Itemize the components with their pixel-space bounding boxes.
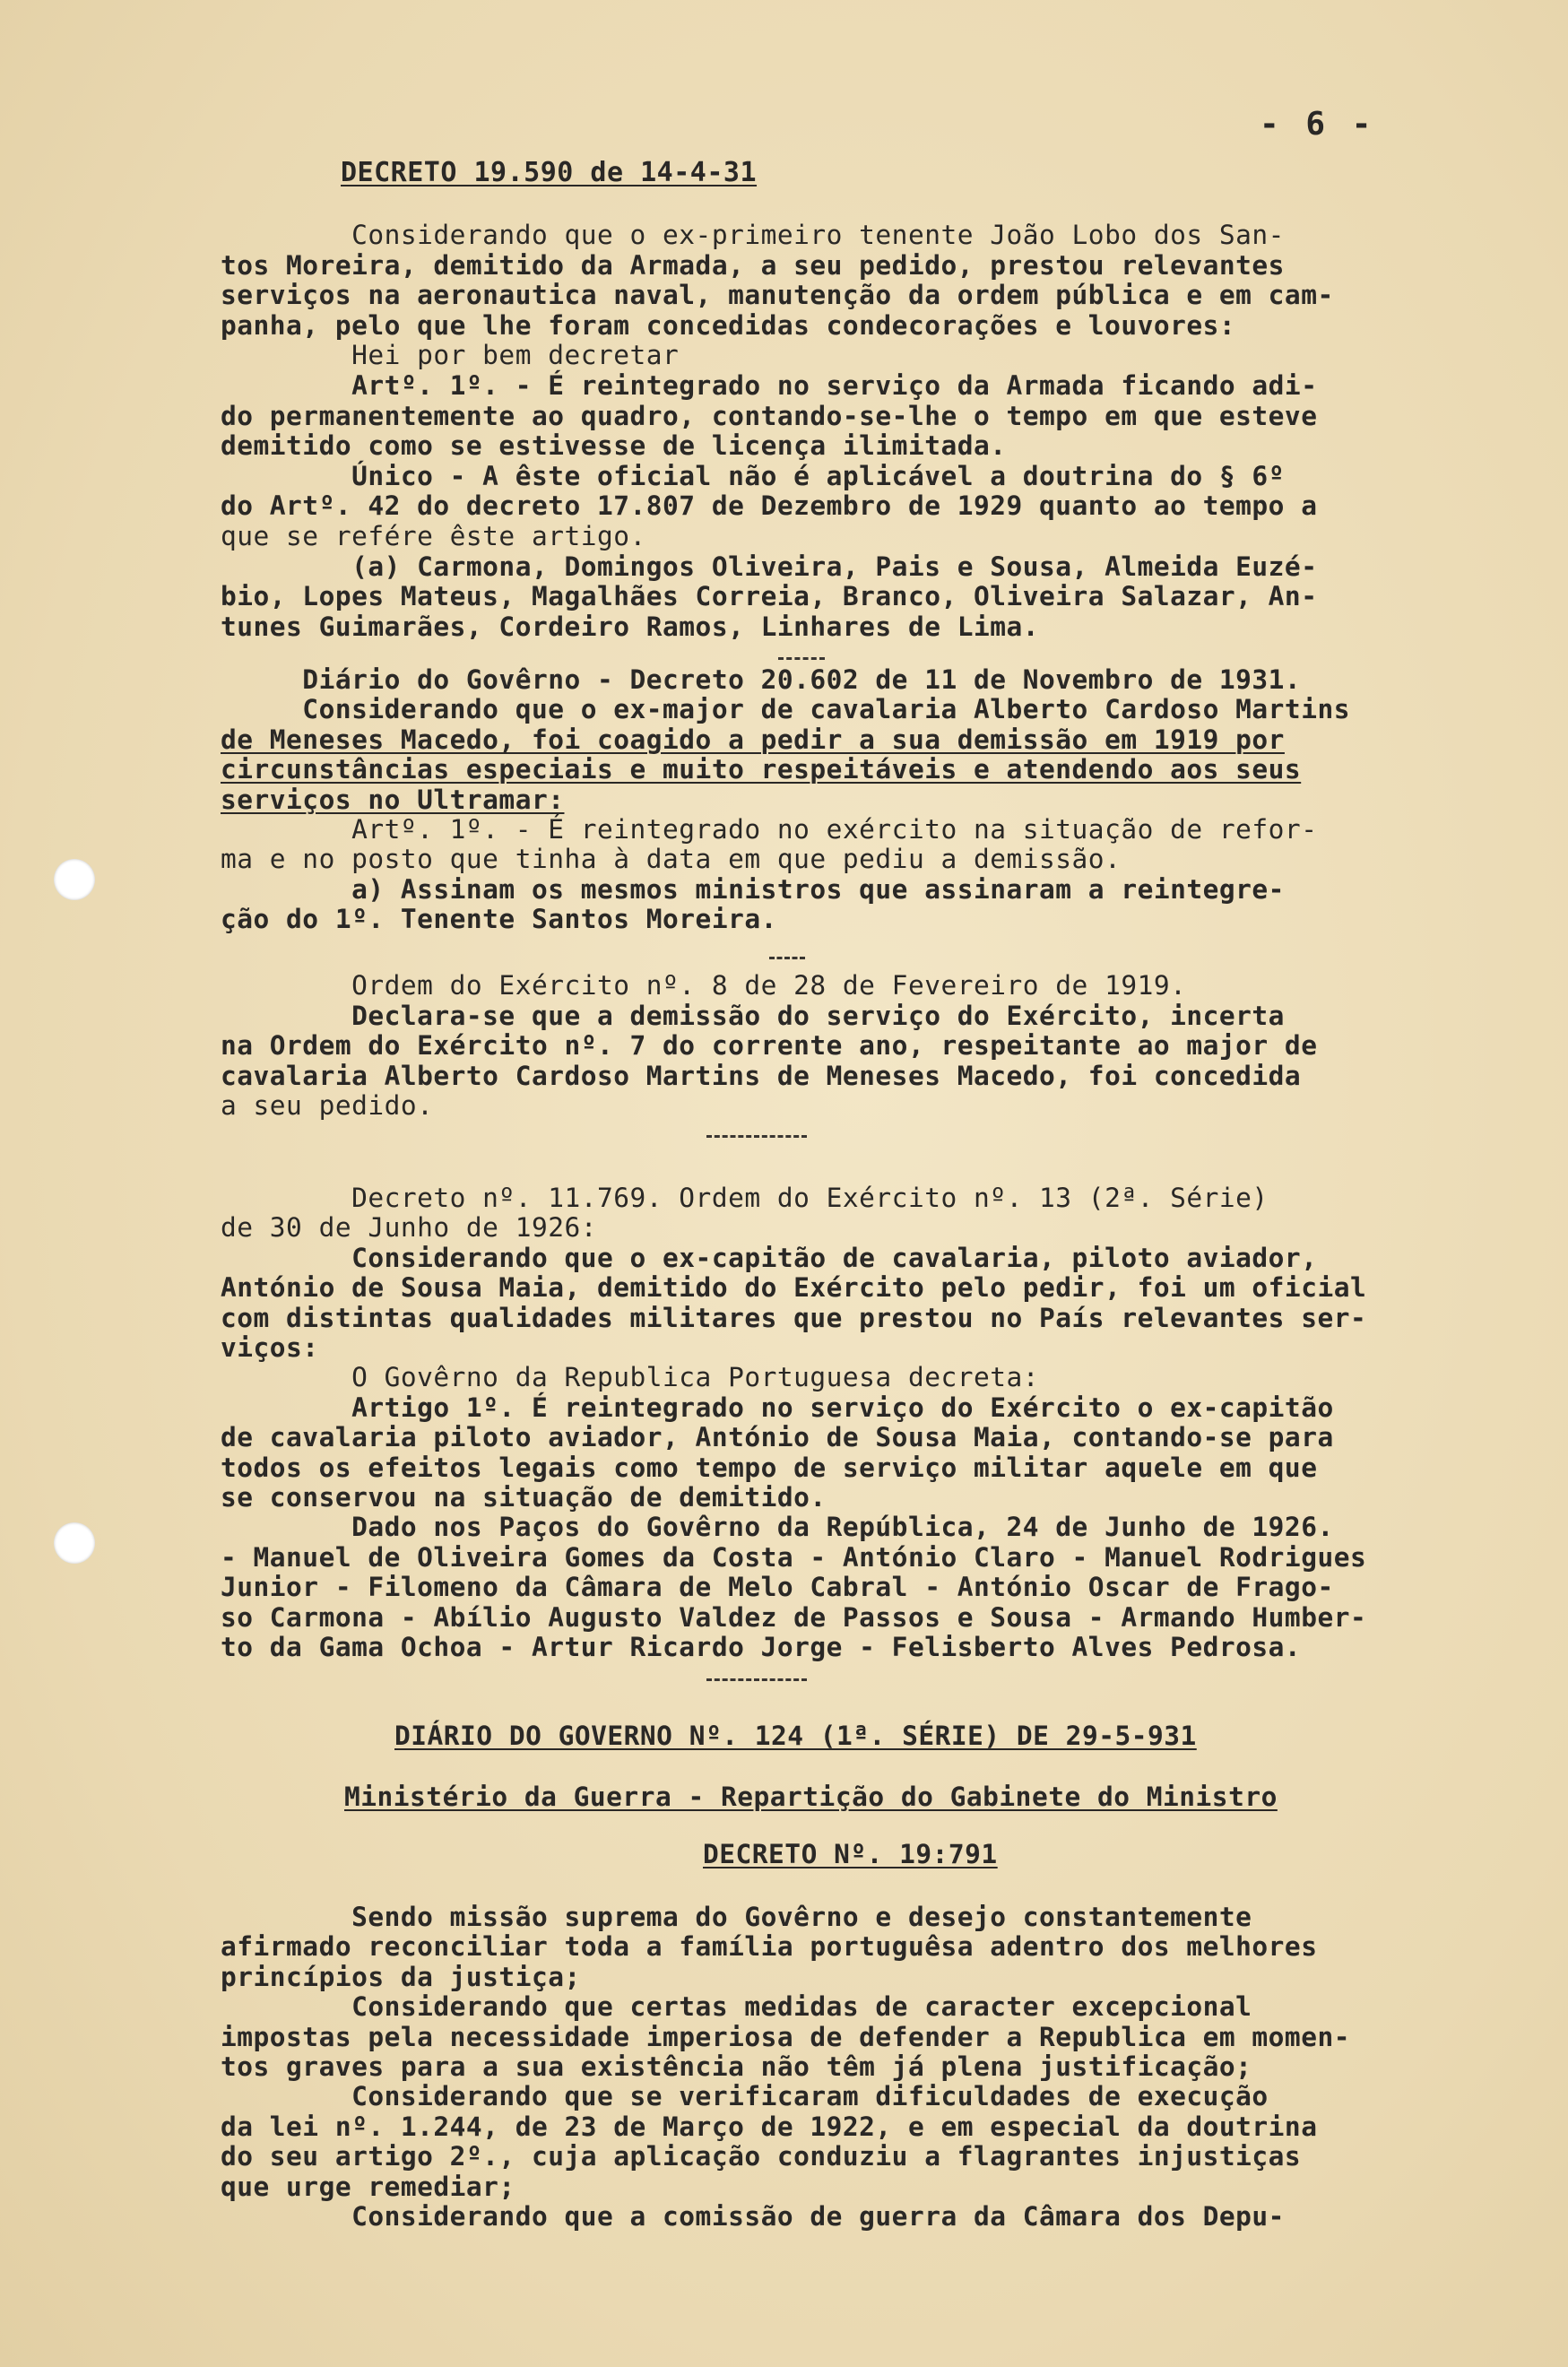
text-line: a seu pedido. <box>221 1090 434 1122</box>
text-line: a) Assinam os mesmos ministros que assinaram a reintegre- <box>221 873 1285 905</box>
gazette-heading: DIÁRIO DO GOVERNO Nº. 124 (1ª. SÉRIE) DE 29-5-931 <box>394 1721 1197 1751</box>
text-line: Decreto nº. 11.769. Ordem do Exército nº. 13 (2ª. Série) <box>221 1183 1269 1213</box>
text-line: que urge remediar; <box>221 2171 515 2202</box>
text-line: - Manuel de Oliveira Gomes da Costa - António Claro - Manuel Rodrigues <box>221 1541 1367 1573</box>
text-line: so Carmona - Abílio Augusto Valdez de Passos e Sousa - Armando Humber- <box>221 1601 1367 1633</box>
punch-hole <box>54 859 95 900</box>
punch-hole <box>54 1522 95 1564</box>
text-line: com distintas qualidades militares que prestou no País relevantes ser- <box>221 1302 1367 1333</box>
separator <box>706 1678 807 1681</box>
text-line: demitido como se estivesse de licença ilimitada. <box>221 430 1007 462</box>
text-line: (a) Carmona, Domingos Oliveira, Pais e Sousa, Almeida Euzé- <box>221 551 1318 582</box>
text-line: Hei por bem decretar <box>221 340 680 371</box>
text-line: Artº. 1º. - É reintegrado no exército na situação de refor- <box>221 814 1318 845</box>
text-line: cavalaria Alberto Cardoso Martins de Meneses Macedo, foi concedida <box>221 1060 1302 1091</box>
text-line: princípios da justiça; <box>221 1961 581 1992</box>
text-line: de 30 de Junho de 1926: <box>221 1212 597 1244</box>
text-line: to da Gama Ochoa - Artur Ricardo Jorge - Felisberto Alves Pedrosa. <box>221 1632 1302 1662</box>
decree-heading: DECRETO 19.590 de 14-4-31 <box>341 157 758 188</box>
text-line: da lei nº. 1.244, de 23 de Março de 1922, e em especial da doutrina <box>221 2111 1318 2142</box>
text-line: Considerando que certas medidas de caracter excepcional <box>221 1991 1252 2023</box>
text-line: tos graves para a sua existência não têm já plena justificação; <box>221 2051 1252 2082</box>
text-line: de cavalaria piloto aviador, António de Sousa Maia, contando-se para <box>221 1422 1334 1453</box>
text-line: impostas pela necessidade imperiosa de defender a Republica em momen- <box>221 2021 1350 2052</box>
text-line: viços: <box>221 1332 319 1363</box>
text-line: Artigo 1º. É reintegrado no serviço do Exército o ex-capitão <box>221 1392 1334 1423</box>
text-line: Diário do Govêrno - Decreto 20.602 de 11 de Novembro de 1931. <box>221 664 1302 695</box>
separator <box>778 657 825 660</box>
text-line: que se refére êste artigo. <box>221 521 646 551</box>
text-line: de Meneses Macedo, foi coagido a pedir a sua demissão em 1919 por <box>221 724 1285 755</box>
text-line: serviços na aeronautica naval, manutenção da ordem pública e em cam- <box>221 280 1334 311</box>
separator <box>769 957 805 959</box>
text-line: Ordem do Exército nº. 8 de 28 de Fevereiro de 1919. <box>221 970 1187 1001</box>
text-line: do Artº. 42 do decreto 17.807 de Dezembro de 1929 quanto ao tempo a <box>221 490 1318 522</box>
text-line: serviços no Ultramar: <box>221 784 565 815</box>
text-line: do seu artigo 2º., cuja aplicação conduziu a flagrantes injustiças <box>221 2141 1302 2172</box>
decree-19791-heading: DECRETO Nº. 19:791 <box>703 1839 998 1869</box>
text-line: Artº. 1º. - É reintegrado no serviço da Armada ficando adi- <box>221 370 1318 401</box>
text-line: Declara-se que a demissão do serviço do Exército, incerta <box>221 1000 1285 1031</box>
text-line: Sendo missão suprema do Govêrno e desejo constantemente <box>221 1902 1252 1932</box>
separator <box>706 1135 807 1138</box>
text-line: Considerando que o ex-capitão de cavalaria, piloto aviador, <box>221 1242 1318 1273</box>
text-line: Considerando que a comissão de guerra da Câmara dos Depu- <box>221 2201 1285 2232</box>
text-line: circunstâncias especiais e muito respeitáveis e atendendo aos seus <box>221 754 1302 785</box>
text-line: ção do 1º. Tenente Santos Moreira. <box>221 904 777 935</box>
text-line: tunes Guimarães, Cordeiro Ramos, Linhares de Lima. <box>221 611 1040 642</box>
text-line: todos os efeitos legais como tempo de serviço militar aquele em que <box>221 1452 1318 1483</box>
text-line: Considerando que o ex-major de cavalaria Alberto Cardoso Martins <box>221 694 1350 725</box>
text-line: panha, pelo que lhe foram concedidas condecorações e louvores: <box>221 309 1236 341</box>
page-number: - 6 - <box>1260 106 1375 143</box>
text-line: do permanentemente ao quadro, contando-se-lhe o tempo em que esteve <box>221 400 1318 431</box>
text-line: Considerando que o ex-primeiro tenente João Lobo dos San- <box>221 220 1285 250</box>
text-line: Dado nos Paços do Govêrno da República, 24 de Junho de 1926. <box>221 1512 1334 1543</box>
text-line: tos Moreira, demitido da Armada, a seu pedido, prestou relevantes <box>221 249 1285 281</box>
ministry-heading: Ministério da Guerra - Repartição do Gabinete do Ministro <box>344 1782 1278 1812</box>
text-line: afirmado reconciliar toda a família portuguêsa adentro dos melhores <box>221 1931 1318 1963</box>
text-line: Único - A êste oficial não é aplicável a doutrina do § 6º <box>221 460 1285 491</box>
text-line: O Govêrno da Republica Portuguesa decreta: <box>221 1362 1040 1393</box>
text-line: bio, Lopes Mateus, Magalhães Correia, Branco, Oliveira Salazar, An- <box>221 581 1318 612</box>
text-line: Considerando que se verificaram dificuldades de execução <box>221 2081 1269 2112</box>
text-line: Junior - Filomeno da Câmara de Melo Cabral - António Oscar de Frago- <box>221 1572 1334 1603</box>
text-line: se conservou na situação de demitido. <box>221 1482 827 1513</box>
text-line: António de Sousa Maia, demitido do Exército pelo pedir, foi um oficial <box>221 1272 1367 1304</box>
text-line: na Ordem do Exército nº. 7 do corrente ano, respeitante ao major de <box>221 1030 1318 1062</box>
text-line: ma e no posto que tinha à data em que pediu a demissão. <box>221 844 1122 875</box>
